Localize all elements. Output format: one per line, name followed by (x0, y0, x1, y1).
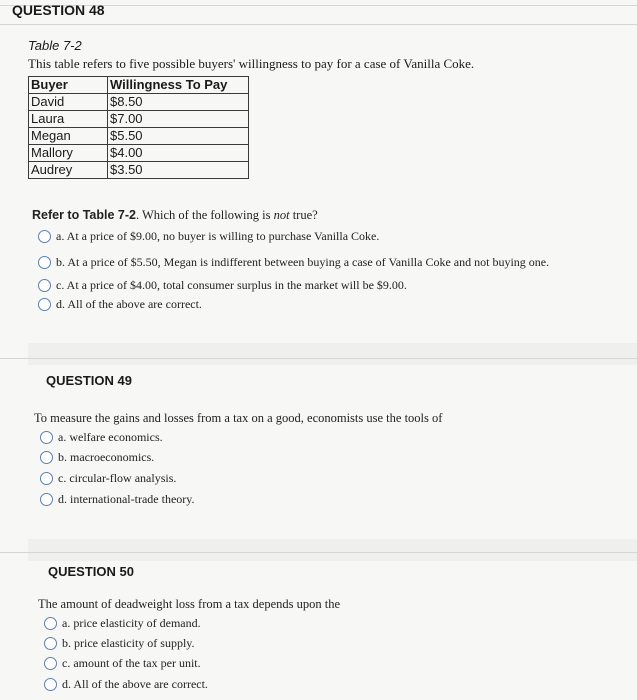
radio-icon[interactable] (38, 298, 51, 311)
radio-icon[interactable] (40, 493, 53, 506)
radio-icon[interactable] (44, 637, 57, 650)
radio-icon[interactable] (44, 657, 57, 670)
price-cell: $7.00 (108, 111, 249, 128)
q50-option-b[interactable]: b. price elasticity of supply. (44, 636, 195, 651)
q49-option-d[interactable]: d. international-trade theory. (40, 492, 195, 507)
buyer-cell: Audrey (29, 162, 108, 179)
q50-option-d[interactable]: d. All of the above are correct. (44, 677, 208, 692)
question-48-header: QUESTION 48 (12, 2, 105, 18)
question-49-divider (0, 358, 637, 359)
table-reference: Refer to Table 7-2 (32, 208, 136, 222)
q49-option-c[interactable]: c. circular-flow analysis. (40, 471, 176, 486)
price-cell: $4.00 (108, 145, 249, 162)
question-48-divider (0, 24, 637, 25)
table-row (29, 145, 249, 162)
q49-option-b[interactable]: b. macroeconomics. (40, 450, 154, 465)
question-49-header: QUESTION 49 (46, 373, 132, 388)
question-50-prompt: The amount of deadweight loss from a tax depends upon the (38, 597, 341, 611)
q50-option-a[interactable]: a. price elasticity of demand. (44, 616, 201, 631)
q48-option-d[interactable]: d. All of the above are correct. (38, 297, 202, 312)
buyer-cell: Laura (29, 111, 108, 128)
buyer-cell: Mallory (29, 145, 108, 162)
table-title: Table 7-2 (28, 38, 82, 53)
table-description: This table refers to five possible buyers' willingness to pay for a case of Vanilla Coke. (28, 56, 475, 71)
question-48-prompt: Refer to Table 7-2. Which of the following is not true? (32, 208, 318, 222)
table-row (29, 94, 249, 111)
table-row (29, 111, 249, 128)
q48-option-c[interactable]: c. At a price of $4.00, total consumer surplus in the market will be $9.00. (38, 278, 407, 293)
buyer-cell: David (29, 94, 108, 111)
column-header-buyer: Buyer (29, 77, 108, 94)
radio-icon[interactable] (44, 617, 57, 630)
question-50-divider (0, 552, 637, 553)
radio-icon[interactable] (38, 230, 51, 243)
question-49-prompt: To measure the gains and losses from a tax on a good, economists use the tools of (34, 411, 443, 425)
question-50-band (28, 539, 637, 561)
radio-icon[interactable] (40, 472, 53, 485)
radio-icon[interactable] (38, 256, 51, 269)
radio-icon[interactable] (38, 279, 51, 292)
q50-option-c[interactable]: c. amount of the tax per unit. (44, 656, 201, 671)
table-header-row (29, 77, 249, 94)
q49-option-a[interactable]: a. welfare economics. (40, 430, 163, 445)
radio-icon[interactable] (40, 451, 53, 464)
price-cell: $5.50 (108, 128, 249, 145)
buyer-cell: Megan (29, 128, 108, 145)
question-50-header: QUESTION 50 (48, 564, 134, 579)
radio-icon[interactable] (44, 678, 57, 691)
table-row (29, 162, 249, 179)
q48-option-a[interactable]: a. At a price of $9.00, no buyer is willing to purchase Vanilla Coke. (38, 229, 379, 244)
price-cell: $8.50 (108, 94, 249, 111)
column-header-willingness: Willingness To Pay (108, 77, 249, 94)
price-cell: $3.50 (108, 162, 249, 179)
question-49-band (28, 343, 637, 365)
q48-option-b[interactable]: b. At a price of $5.50, Megan is indifferent between buying a case of Vanilla Coke and not buying one. (38, 255, 549, 270)
radio-icon[interactable] (40, 431, 53, 444)
table-row (29, 128, 249, 145)
willingness-table (28, 76, 249, 179)
not-emphasis: not (273, 208, 290, 222)
